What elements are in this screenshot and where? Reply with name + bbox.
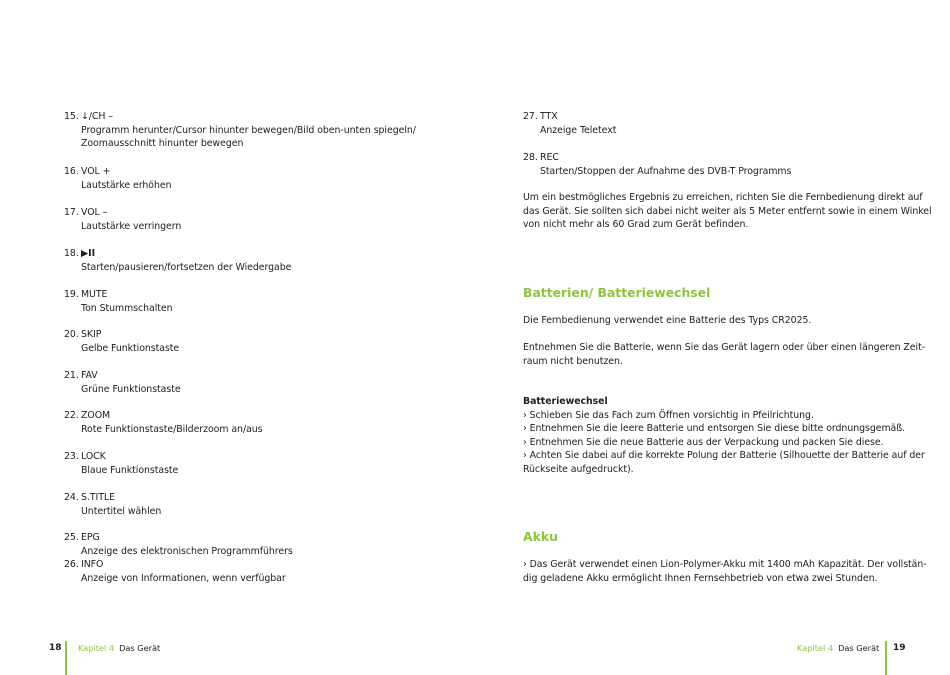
item-description: Anzeige von Informationen, wenn verfügbar [81, 572, 286, 584]
paragraph-line: von nicht mehr als 60 Grad zum Gerät befinden. [523, 219, 749, 231]
item-number: 19. [64, 289, 79, 300]
item-description: Starten/pausieren/fortsetzen der Wiedergabe [81, 261, 292, 273]
battery-type-paragraph [523, 314, 890, 328]
item-description: Ton Stummschalten [81, 302, 173, 314]
item-description: Rote Funktionstaste/Bilderzoom an/aus [81, 423, 263, 435]
item-key: INFO [81, 559, 104, 570]
chapter-title: Das Gerät [119, 643, 161, 653]
item-number: 15. [64, 111, 79, 122]
item-description: Blaue Funktionstaste [81, 464, 179, 476]
item-key: S.TITLE [81, 492, 115, 503]
item-key: REC [540, 152, 559, 163]
paragraph-line: Um ein bestmögliches Ergebnis zu erreichen, richten Sie die Fernbedienung direkt auf [523, 192, 923, 203]
item-description: Gelbe Funktionstaste [81, 342, 180, 354]
paragraph-line: Die Fernbedienung verwendet eine Batterie des Typs CR2025. [523, 315, 812, 326]
battery-step: Rückseite aufgedruckt). [523, 463, 634, 475]
item-number: 23. [64, 451, 79, 462]
item-description: Lautstärke erhöhen [81, 179, 172, 191]
page-number: 19 [893, 643, 906, 653]
item-number: 20. [64, 329, 79, 340]
paragraph-line: raum nicht benutzen. [523, 355, 623, 367]
item-key: FAV [81, 370, 98, 381]
battery-step: › Achten Sie dabei auf die korrekte Polung der Batterie (Silhouette der Batterie auf der [523, 450, 925, 462]
item-description-line: Programm herunter/Cursor hinunter bewegen/Bild oben-unten spiegeln/ [81, 124, 416, 136]
akku-paragraph [523, 558, 927, 585]
item-key: VOL + [81, 166, 111, 177]
item-key: TTX [540, 111, 558, 122]
paragraph-line: › Das Gerät verwendet einen Lion-Polymer-Akku mit 1400 mAh Kapazität. Der vollstän- [523, 559, 927, 570]
battery-change-block [523, 395, 925, 477]
item-number: 28. [523, 152, 538, 163]
paragraph-line: Entnehmen Sie die Batterie, wenn Sie das Gerät lagern oder über einen längeren Zeit- [523, 342, 926, 353]
item-number: 26. [64, 559, 79, 570]
right-page [475, 0, 950, 675]
battery-storage-paragraph [523, 341, 926, 368]
play-pause-icon: ▶II [81, 248, 96, 259]
item-description [81, 124, 441, 151]
item-key: EPG [81, 532, 100, 543]
item-description: Untertitel wählen [81, 505, 162, 517]
section-heading-batteries: Batterien/ Batteriewechsel [523, 285, 711, 300]
page-number: 18 [49, 643, 62, 653]
item-key: LOCK [81, 451, 106, 462]
footer-chapter [78, 643, 160, 653]
item-description: Lautstärke verringern [81, 220, 182, 232]
item-description: Anzeige des elektronischen Programmführers [81, 545, 293, 557]
subheading-battery-change: Batteriewechsel [523, 396, 608, 407]
chapter-label: Kapitel 4 [78, 643, 115, 653]
item-number: 24. [64, 492, 79, 503]
item-number: 22. [64, 410, 79, 421]
item-key: MUTE [81, 289, 108, 300]
item-key: ↓/CH – [81, 111, 113, 122]
footer-divider [65, 641, 67, 675]
battery-step: › Schieben Sie das Fach zum Öffnen vorsichtig in Pfeilrichtung. [523, 409, 814, 421]
item-number: 16. [64, 166, 79, 177]
item-description: Starten/Stoppen der Aufnahme des DVB-T Programms [540, 165, 792, 177]
item-description: Grüne Funktionstaste [81, 383, 181, 395]
item-number: 18. [64, 248, 79, 259]
paragraph-line: dig geladene Akku ermöglicht Ihnen Fernsehbetrieb von etwa zwei Stunden. [523, 572, 878, 584]
item-key: ZOOM [81, 410, 111, 421]
item-number: 27. [523, 111, 538, 122]
chapter-label: Kapitel 4 [797, 643, 834, 653]
battery-step: › Entnehmen Sie die neue Batterie aus der Verpackung und packen Sie diese. [523, 436, 884, 448]
footer-divider [885, 641, 887, 675]
remote-usage-paragraph [523, 191, 932, 232]
item-key: SKIP [81, 329, 102, 340]
battery-step: › Entnehmen Sie die leere Batterie und entsorgen Sie diese bitte ordnungsgemäß. [523, 423, 906, 435]
item-key: VOL – [81, 207, 108, 218]
item-description-line: Zoomausschnitt hinunter bewegen [81, 138, 244, 150]
section-heading-akku: Akku [523, 529, 558, 544]
item-number: 21. [64, 370, 79, 381]
paragraph-line: das Gerät. Sie sollten sich dabei nicht weiter als 5 Meter entfernt sowie in einem Winkel [523, 205, 932, 217]
item-number: 17. [64, 207, 79, 218]
item-number: 25. [64, 532, 79, 543]
footer-chapter [797, 643, 879, 653]
item-description: Anzeige Teletext [540, 124, 617, 136]
chapter-title: Das Gerät [838, 643, 880, 653]
